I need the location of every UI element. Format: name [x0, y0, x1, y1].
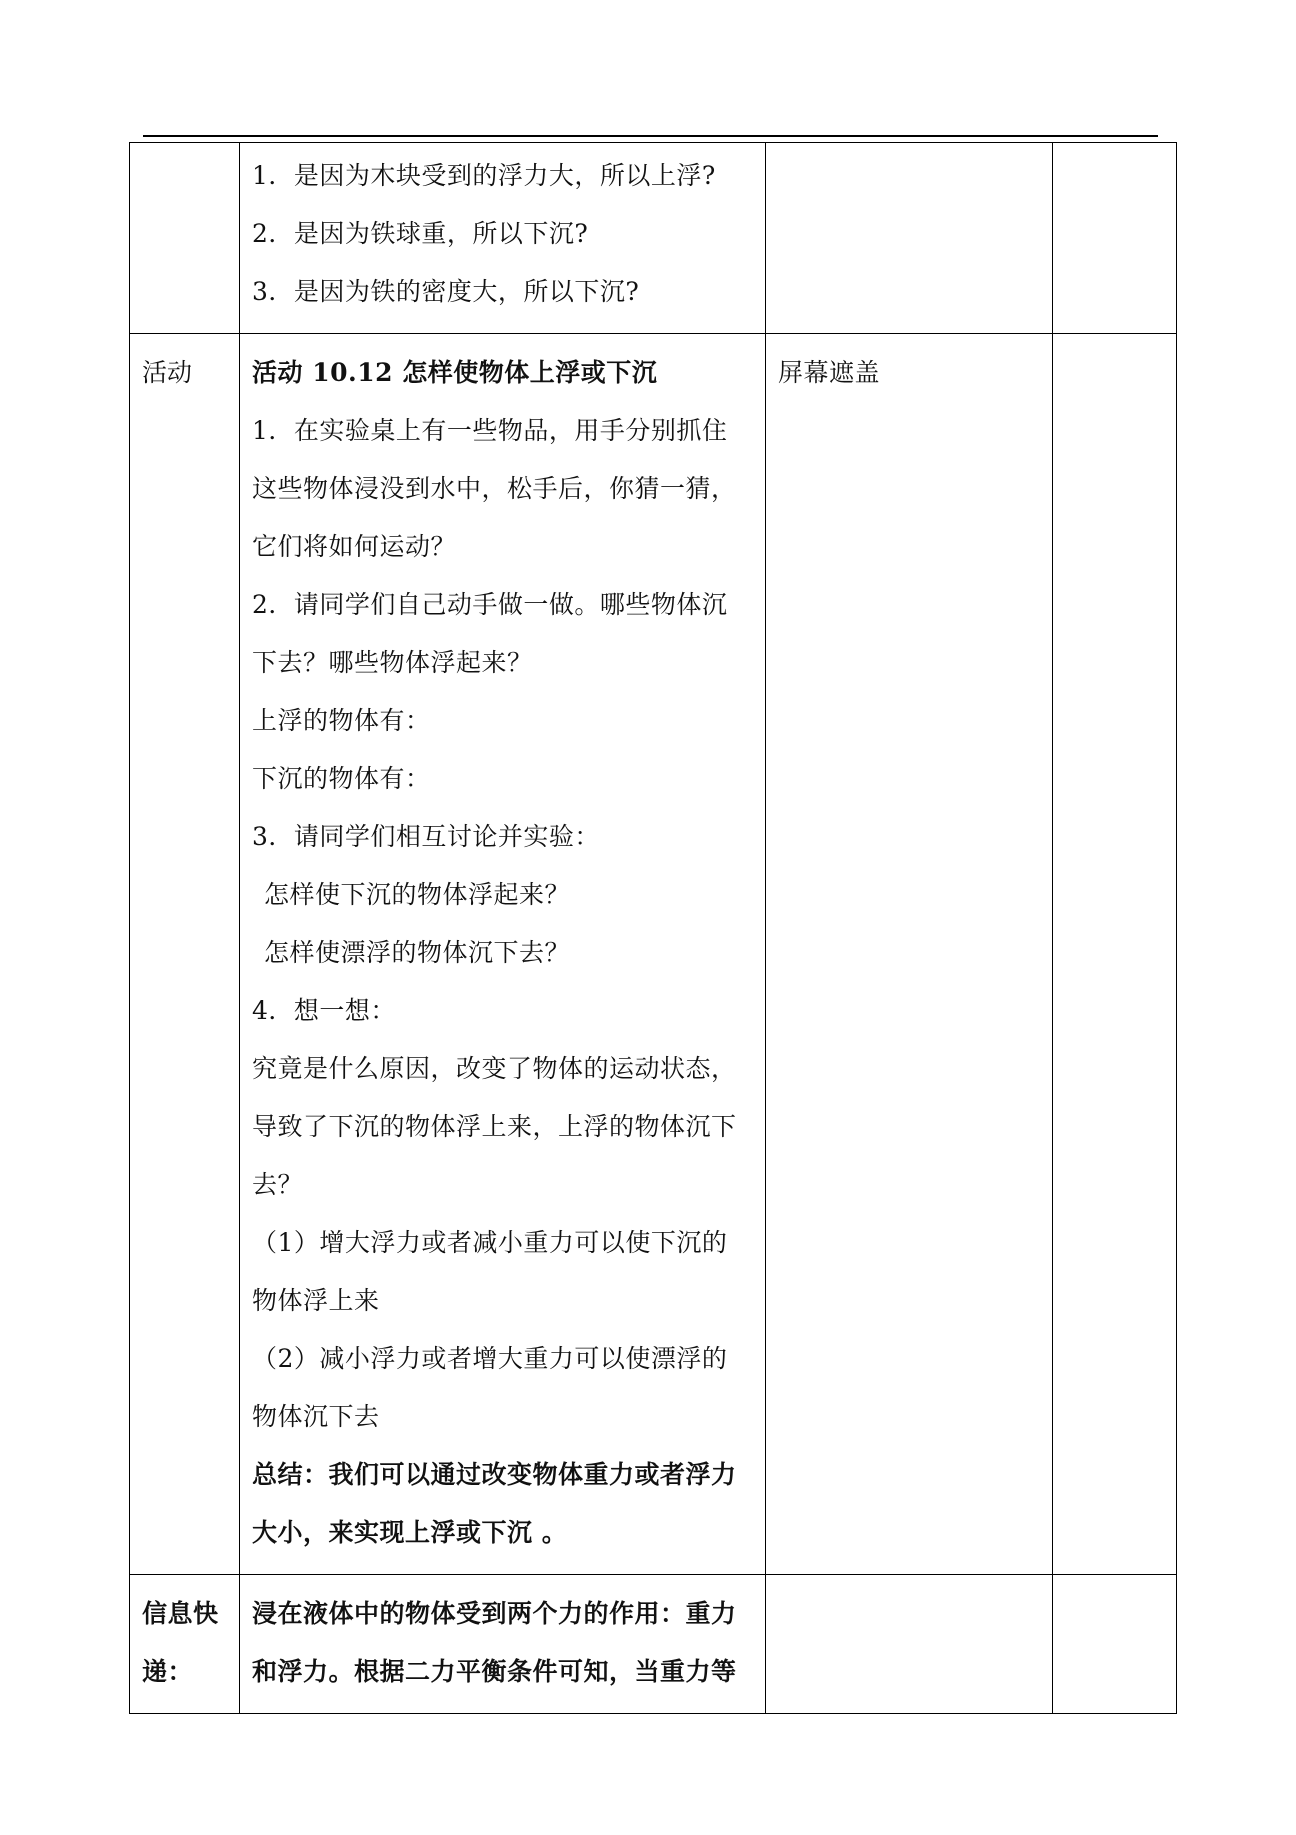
stage-cell: [130, 1575, 240, 1714]
content-line: 4．想一想：: [252, 996, 396, 1025]
activity-title: 活动 10.12 怎样使物体上浮或下沉: [252, 358, 658, 387]
header-rule: [143, 135, 1158, 137]
content-line: 怎样使下沉的物体浮起来？: [264, 880, 571, 909]
stage-cell: [130, 334, 240, 1575]
question-line: 1．是因为木块受到的浮力大，所以上浮?: [252, 161, 716, 190]
content-line: 导致了下沉的物体浮上来，上浮的物体沉下: [252, 1112, 737, 1141]
info-line: 浸在液体中的物体受到两个力的作用：重力: [252, 1599, 737, 1628]
notes-cell: [1053, 1575, 1177, 1714]
content-line: 物体沉下去: [252, 1402, 380, 1431]
content-line: （1）增大浮力或者减小重力可以使下沉的: [252, 1228, 728, 1257]
table-row: [130, 334, 1177, 1575]
content-line: 上浮的物体有：: [252, 706, 431, 735]
content-line: （2）减小浮力或者增大重力可以使漂浮的: [252, 1344, 728, 1373]
content-line: 这些物体浸没到水中，松手后，你猜一猜，: [252, 474, 737, 503]
info-line: 和浮力。根据二力平衡条件可知，当重力等: [252, 1657, 737, 1686]
stage-label: 递：: [142, 1657, 194, 1686]
media-cell: [766, 1575, 1053, 1714]
media-cell: [766, 334, 1053, 1575]
stage-cell: [130, 143, 240, 334]
summary-line: 大小，来实现上浮或下沉 。: [252, 1518, 568, 1547]
content-cell: [240, 143, 766, 334]
content-line: 下沉的物体有：: [252, 764, 431, 793]
content-cell: [240, 334, 766, 1575]
content-line: 究竟是什么原因，改变了物体的运动状态，: [252, 1054, 737, 1083]
content-line: 下去？哪些物体浮起来？: [252, 648, 533, 677]
content-cell: [240, 1575, 766, 1714]
table-row: [130, 1575, 1177, 1714]
content-line: 怎样使漂浮的物体沉下去？: [264, 938, 571, 967]
content-line: 它们将如何运动？: [252, 532, 457, 561]
question-line: 2．是因为铁球重，所以下沉?: [252, 219, 589, 248]
summary-line: 总结：我们可以通过改变物体重力或者浮力: [252, 1460, 737, 1489]
notes-cell: [1053, 334, 1177, 1575]
notes-cell: [1053, 143, 1177, 334]
media-cell: [766, 143, 1053, 334]
stage-label: 活动: [142, 358, 193, 387]
table-row: [130, 143, 1177, 334]
content-line: 2．请同学们自己动手做一做。哪些物体沉: [252, 590, 728, 619]
content-line: 物体浮上来: [252, 1286, 380, 1315]
stage-label: 信息快: [142, 1599, 219, 1628]
content-line: 3．请同学们相互讨论并实验：: [252, 822, 600, 851]
media-note: 屏幕遮盖: [778, 358, 881, 387]
lesson-plan-table: [129, 142, 1177, 1714]
content-line: 去？: [252, 1170, 304, 1199]
content-line: 1．在实验桌上有一些物品，用手分别抓住: [252, 416, 728, 445]
question-line: 3．是因为铁的密度大，所以下沉?: [252, 277, 640, 306]
